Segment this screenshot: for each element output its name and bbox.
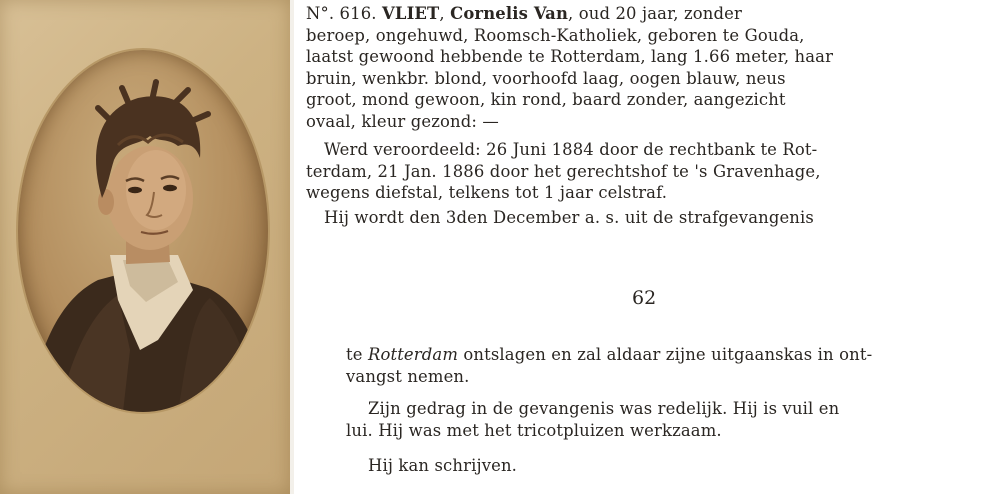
page-number: 62 xyxy=(632,287,657,309)
entry-heading-rest: , oud 20 jaar, zonder xyxy=(568,4,742,23)
sentence-line: Werd veroordeeld: 26 Juni 1884 door de rechtbank te Rot- xyxy=(324,140,818,159)
sentence-line: terdam, 21 Jan. 1886 door het gerechtshof te 's Gravenhage, xyxy=(306,161,821,181)
entry-detail-line: laatst gewoond hebbende te Rotterdam, lang 1.66 meter, haar xyxy=(306,47,834,67)
conduct-line: lui. Hij was met het tricotpluizen werkzaam. xyxy=(346,420,722,440)
entry-detail-line: beroep, ongehuwd, Roomsch-Katholiek, geboren te Gouda, xyxy=(306,25,805,45)
sentence-line: wegens diefstal, telkens tot 1 jaar celstraf. xyxy=(306,183,668,203)
conduct-paragraph xyxy=(346,398,839,441)
literacy-paragraph xyxy=(346,455,517,477)
entry-number: N°. 616. xyxy=(306,4,377,23)
entry-detail-line: groot, mond gewoon, kin rond, baard zonder, aangezicht xyxy=(306,90,786,110)
sentence-paragraph xyxy=(306,139,821,204)
release-rest: ontslagen en zal aldaar zijne uitgaanskas in ont- xyxy=(458,345,873,364)
release-continuation-line xyxy=(346,344,872,366)
entry-given-names: Cornelis Van xyxy=(450,4,569,23)
release-continuation xyxy=(346,344,872,387)
release-continuation-line: vangst nemen. xyxy=(346,366,470,386)
conduct-line: Zijn gedrag in de gevangenis was redelijk. Hij is vuil en xyxy=(368,399,840,418)
photo-card-edge xyxy=(290,0,294,494)
entry-description xyxy=(306,3,833,133)
release-line: Hij wordt den 3den December a. s. uit de strafgevangenis xyxy=(324,208,814,227)
release-prefix: te xyxy=(346,345,368,364)
register-page xyxy=(300,0,982,494)
release-city: Rotterdam xyxy=(367,345,459,364)
entry-detail-line: ovaal, kleur gezond: — xyxy=(306,111,499,131)
release-paragraph xyxy=(306,207,814,229)
portrait-photograph xyxy=(18,50,268,412)
literacy-line: Hij kan schrijven. xyxy=(368,456,518,475)
portrait-oval-frame xyxy=(18,50,268,412)
entry-surname: VLIET xyxy=(382,4,440,23)
entry-heading-line: N°. 616. VLIET, Cornelis Van, oud 20 jaar, zonder xyxy=(306,4,742,23)
entry-detail-line: bruin, wenkbr. blond, voorhoofd laag, oogen blauw, neus xyxy=(306,68,786,88)
portrait-photo-card xyxy=(0,0,290,494)
